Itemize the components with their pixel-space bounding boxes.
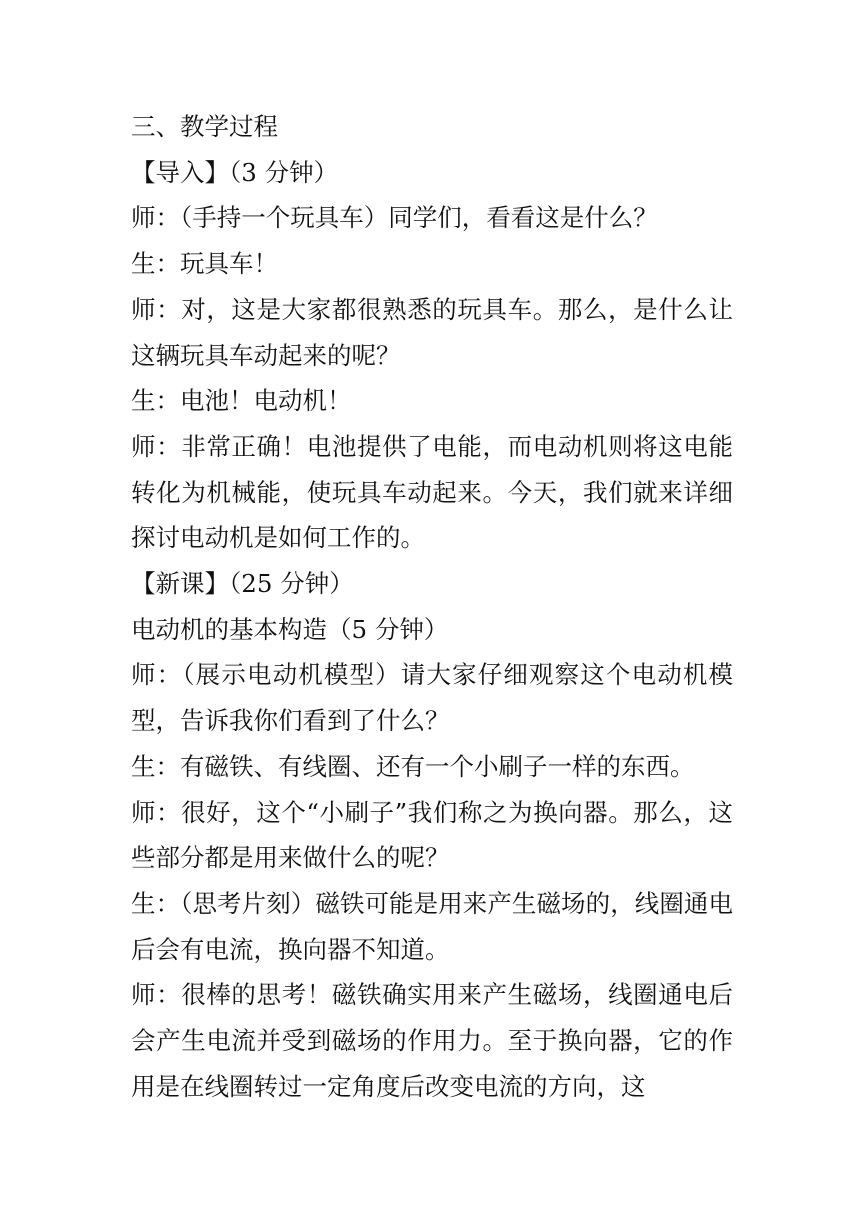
dialogue-line: 生：有磁铁、有线圈、还有一个小刷子一样的东西。 (131, 751, 695, 781)
dialogue-line: 师：非常正确！电池提供了电能，而电动机则将这电能转化为机械能，使玩具车动起来。今天，我们就来详细探讨电动机是如何工作的。 (131, 431, 733, 553)
dialogue-line: 师：很好，这个“小刷子”我们称之为换向器。那么，这些部分都是用来做什么的呢？ (131, 797, 733, 873)
document-body (131, 104, 733, 1109)
dialogue-line: 师：（展示电动机模型）请大家仔细观察这个电动机模型，告诉我你们看到了什么？ (131, 660, 733, 736)
dialogue-line: 师：很棒的思考！磁铁确实用来产生磁场，线圈通电后会产生电流并受到磁场的作用力。至于换向器，它的作用是在线圈转过一定角度后改变电流的方向，这 (131, 980, 733, 1101)
topic-heading: 电动机的基本构造（5 分钟） (131, 614, 449, 644)
dialogue-line: 生：玩具车！ (131, 249, 278, 279)
dialogue-line: 生：（思考片刻）磁铁可能是用来产生磁场的，线圈通电后会有电流，换向器不知道。 (131, 888, 733, 964)
section-heading: 三、教学过程 (131, 112, 278, 141)
subsection-heading-new-lesson: 【新课】（25 分钟） (131, 569, 354, 599)
dialogue-line: 师：（手持一个玩具车）同学们，看看这是什么？ (131, 203, 658, 233)
subsection-heading-intro: 【导入】（3 分钟） (131, 157, 339, 187)
dialogue-line: 师：对，这是大家都很熟悉的玩具车。那么，是什么让这辆玩具车动起来的呢？ (131, 294, 733, 370)
dialogue-line: 生：电池！电动机！ (131, 386, 352, 416)
